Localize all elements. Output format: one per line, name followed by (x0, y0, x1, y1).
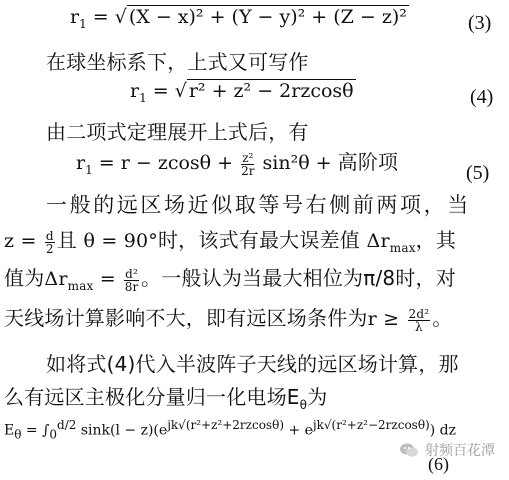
far-field-condition: r ≥ $\frac{\text{2d²}}{\lambda}$ (367, 306, 430, 334)
binomial-text: 由二项式定理展开上式后，有 (46, 120, 309, 144)
para1-line2: z = $\frac{d}{2}$ 且 θ = 90°时，该式有最大误差值 $\Delta r_{max}$，其 (4, 228, 457, 256)
equation-6-number: (6) (428, 454, 449, 474)
wechat-icon (399, 442, 419, 458)
theta-condition: θ = 90° (83, 230, 158, 252)
para1-line4: 天线场计算影响不大，即有远区场条件为r ≥ $\frac{\text{2d²}}{\lambda}$ 。 (4, 306, 453, 334)
para2-line1: 如将式(4)代入半波阵子天线的远区场计算，那 (46, 352, 459, 376)
equation-5-number: (5) (466, 162, 490, 184)
equation-3-number: (3) (468, 12, 492, 34)
para1-line3: 值为$\Delta r_{max}$ = $\frac{\text{d²}}{8r}$ 。一般认为当最大相位为π/8时，对 (4, 266, 456, 294)
watermark (399, 440, 495, 460)
equation-4: $r_1$ = √ r² + z² − 2rzcosθ (130, 80, 354, 105)
equation-5: $r_1 = r - zcos\theta$ + $\frac{\text{z²}}{2r}$ sin²θ + 高阶项 (76, 150, 399, 178)
z-condition: z = $\frac{d}{2}$ (4, 228, 54, 256)
equation-4-number: (4) (470, 86, 494, 108)
equation-3: $r_1$ = √ (X − x)² + (Y − y)² + (Z − z)² (70, 6, 407, 31)
spherical-text: 在球坐标系下，上式又可写作 (46, 50, 309, 74)
max-error-formula: $\Delta r_{max}$ = $\frac{\text{d²}}{8r}$ (44, 266, 139, 294)
higher-order-terms: 高阶项 (337, 150, 399, 174)
para1-line1: 一般的远区场近似取等号右侧前两项，当 (46, 193, 471, 217)
watermark-text: 射频百花潭 (425, 443, 495, 459)
equation-6: $E_\theta = \int_0^{d/2}$ $\sin k(l - z)(e^{jk√(r^2+z^2+2rzcos\theta)} + e^{jk√(r^2+z^2-2rzcos\theta)})$ dz (4, 418, 456, 442)
fraction-z2-over-2r: $\frac{\text{z²}}{2r}$ (241, 150, 255, 178)
max-error-symbol: $\Delta r_{max}$ (366, 230, 416, 255)
para2-line2: 么有远区主极化分量归一化电场$E_\theta$为 (4, 385, 328, 412)
